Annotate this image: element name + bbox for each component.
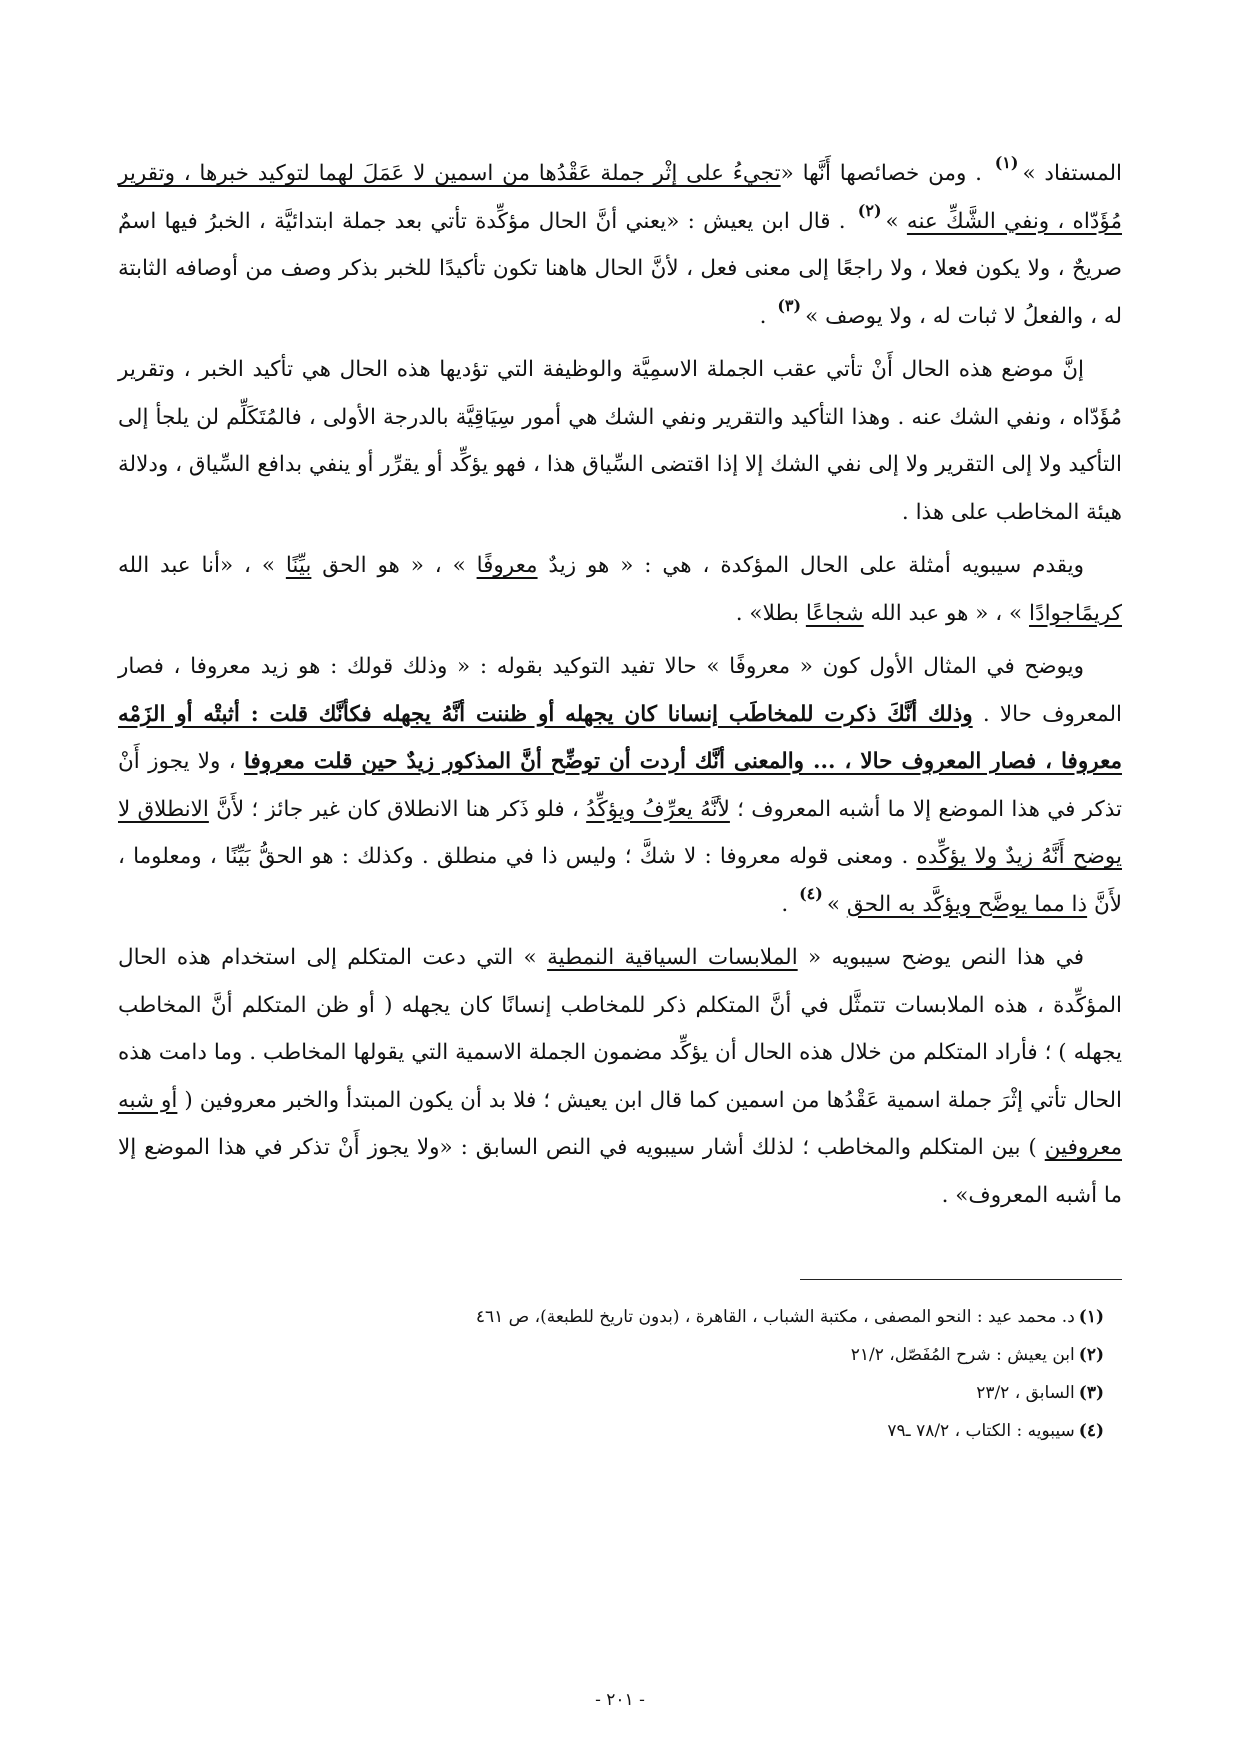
text-run: ويقدم سيبويه أمثلة على الحال المؤكدة ، هي : « هو زيدٌ <box>537 553 1084 578</box>
emphasized-text: بيِّنًا <box>285 553 312 578</box>
paragraph <box>118 542 1122 637</box>
page-number: - ٢٠١ - <box>595 1690 645 1710</box>
footnote-number: (٤) <box>1078 1421 1104 1441</box>
text-run: في هذا النص يوضح سيبويه « <box>797 945 1084 970</box>
text-run: إنَّ موضع هذه الحال أَنْ تأتي عقب الجملة الاسمِيَّة والوظيفة التي تؤديها هذه الحال هي تأكيد الخبر ، وتقرير مُؤَدّاه ، ونفي الشك عنه . وهذا التأكيد والتقرير ونفي الشك هي أمور سِيَاقِيَّة بالدرجة الأولى ، فالمُتَكَلِّم لن يلجأ إلى التأكيد ولا إلى التقرير ولا إلى نفي الشك إلا إذا اقتضى السِّياق هذا ، فهو يؤكِّد أو يقرِّر أو ينفي بدافع السِّياق ، ودلالة هيئة المخاطب على هذا . <box>118 357 1122 525</box>
footnote-item <box>118 1374 1104 1412</box>
footnote-text: السابق ، ٢٣/٢ <box>976 1383 1075 1403</box>
emphasized-text: أو شبه معروفين <box>118 1087 1122 1160</box>
emphasized-text: لأنَّهُ يعرِّفُ ويؤكِّدُ <box>586 796 730 822</box>
emphasized-text: معروفًا <box>476 553 538 578</box>
text-run: » ، « هو الحق <box>311 553 477 578</box>
footnotes <box>118 1298 1122 1450</box>
text-run: ) بين المتكلم والمخاطب ؛ لذلك أشار سيبويه في النص السابق : «ولا يجوز أَنْ تذكر في هذا الموضع إلا ما أشبه المعروف» . <box>118 1135 1122 1208</box>
text-run: ويوضح في المثال الأول كون « معروفًا » حالا تفيد التوكيد بقوله : « وذلك قولك : هو زيد معروفا ، فصار المعروف حالا . <box>118 654 1122 727</box>
text-run: ، ولا يجوز أَنْ تذكر في هذا الموضع إلا ما أشبه المعروف ؛ <box>118 749 1122 822</box>
footnote-separator <box>800 1279 1122 1280</box>
text-run: بطلا» . <box>735 600 806 626</box>
footnote-ref: (٣) <box>777 295 802 315</box>
paragraph <box>118 346 1122 536</box>
text-run: . <box>759 303 774 329</box>
text-run: المستفاد » <box>1022 161 1122 186</box>
text-run: . ومن خصائصها أَنَّها « <box>780 161 991 186</box>
emphasized-text: الانطلاق لا يوضح أَنَّهُ زيدٌ ولا يؤكِّده <box>118 796 1122 869</box>
paragraph <box>118 934 1122 1219</box>
body-text <box>118 150 1122 1219</box>
text-run: » <box>826 891 847 917</box>
paragraph <box>118 150 1122 340</box>
text-run: ، فلو ذَكر هنا الانطلاق كان غير جائز ؛ لأَنَّ <box>208 796 587 822</box>
emphasized-text: وذلك أنَّكَ ذكرت للمخاطَب إنسانا كان يجهله أو ظننت أنَّهُ يجهله فكأنَّك قلت : أثبتْه أو الزَمْه معروفا ، فصار المعروف حالا ، ... والمعنى أنَّك أردت أن توضِّح أنَّ المذكور زيدٌ حين قلت معروفا <box>118 701 1122 774</box>
footnote-text: ابن يعيش : شرح المُفَصّل، ٢١/٢ <box>850 1345 1075 1365</box>
emphasized-text: كريمًاجوادًا <box>1029 600 1122 626</box>
text-run: . <box>781 891 796 917</box>
footnote-ref: (٤) <box>799 883 823 903</box>
text-run: . ومعنى قوله معروفا : لا شكَّ ؛ وليس ذا في منطلق . وكذلك : هو الحقُّ بَيِّنًا ، ومعلوما ، لأَنَّ <box>118 844 1122 917</box>
footnote-item <box>118 1336 1104 1374</box>
footnote-item <box>118 1298 1104 1336</box>
emphasized-text: تجيءُ على إثْر جملة عَقْدُها من اسمين لا عَمَلَ لهما لتوكيد خبرها ، وتقرير مُؤَدّاه ، ونفي الشَّكِّ عنه <box>118 161 1122 234</box>
text-run: » ، «أنا عبد الله <box>118 553 286 578</box>
footnote-number: (١) <box>1078 1307 1104 1327</box>
text-run: » التي دعت المتكلم إلى استخدام هذه الحال المؤكِّدة ، هذه الملابسات تتمثَّل في أنَّ المتكلم ذكر للمخاطب إنسانًا كان يجهله ( أو ظن المتكلم أنَّ المخاطب يجهله ) ؛ فأراد المتكلم من خلال هذه الحال أن يؤكِّد مضمون الجملة الاسمية التي يقولها المخاطب . وما دامت هذه الحال تأتي إثْرَ جملة اسمية عَقْدُها من اسمين كما قال ابن يعيش ؛ فلا بد أن يكون المبتدأ والخبر معروفين ( <box>118 945 1122 1113</box>
footnote-number: (٢) <box>1078 1345 1104 1365</box>
emphasized-text: الملابسات السياقية النمطية <box>547 945 798 970</box>
emphasized-text: شجاعًا <box>805 600 864 626</box>
footnote-number: (٣) <box>1078 1383 1104 1403</box>
text-run: . قال ابن يعيش : «يعني أنَّ الحال مؤكِّدة تأتي بعد جملة ابتدائيَّة ، الخبرُ فيها اسمٌ صريحٌ ، ولا يكون فعلا ، ولا راجعًا إلى معنى فعل ، لأنَّ الحال هاهنا تكون تأكيدًا للخبر بذكر وصف من أوصافه الثابتة له ، والفعلُ لا ثبات له ، ولا يوصف » <box>118 208 1122 329</box>
emphasized-text: ذا مما يوضَّح ويؤكَّد به الحق <box>846 891 1088 917</box>
footnote-text: د. محمد عيد : النحو المصفى ، مكتبة الشباب ، القاهرة ، (بدون تاريخ للطبعة)، ص ٤٦١ <box>475 1307 1075 1327</box>
footnote-item <box>118 1412 1104 1450</box>
footnote-text: سيبويه : الكتاب ، ٧٨/٢ ـ٧٩ <box>887 1421 1075 1441</box>
text-run: » <box>885 208 907 234</box>
footnote-ref: (٢) <box>857 200 882 220</box>
paragraph <box>118 643 1122 928</box>
footnote-ref: (١) <box>994 153 1019 172</box>
text-run: » ، « هو عبد الله <box>863 600 1030 626</box>
